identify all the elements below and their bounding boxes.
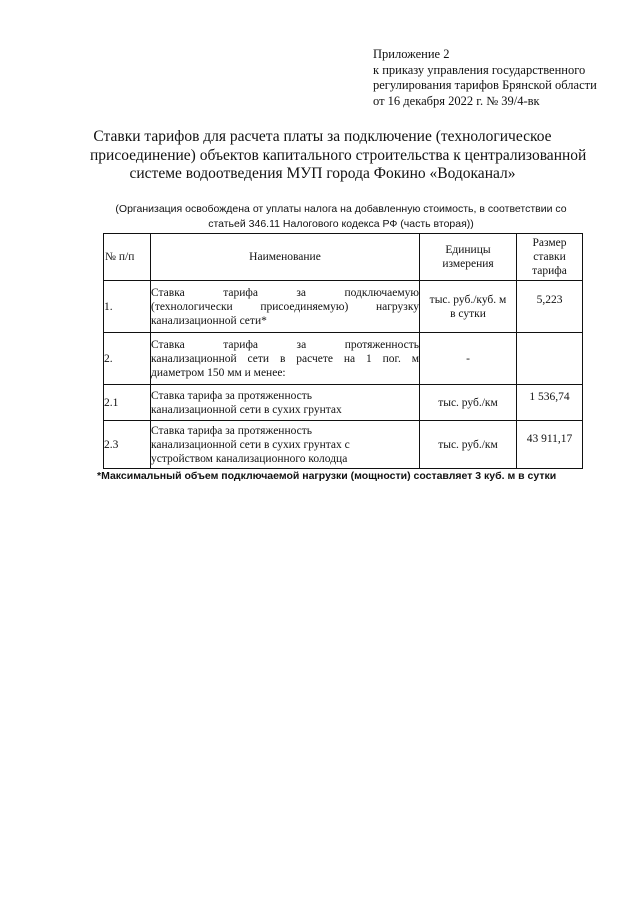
table-row	[104, 385, 583, 421]
note-line: (Организация освобождена от уплаты налога на добавленную стоимость, в соответствии со	[115, 203, 567, 215]
row-name	[151, 281, 420, 333]
table-row	[104, 333, 583, 385]
row-name-line: Ставка тарифа за подключаемую	[151, 286, 419, 299]
row-name-line: Ставка тарифа за протяженность	[151, 389, 313, 402]
header-num: № п/п	[104, 234, 151, 281]
appendix-reference	[373, 47, 628, 109]
header-unit-line: Единицы	[445, 244, 491, 256]
row-unit: тыс. руб./км	[420, 385, 517, 421]
row-name	[151, 421, 420, 469]
row-name-line: Ставка тарифа за протяженность	[151, 424, 313, 437]
row-unit: тыс. руб./км	[420, 421, 517, 469]
header-unit	[420, 234, 517, 281]
row-unit	[420, 281, 517, 333]
row-num: 2.3	[104, 421, 151, 469]
header-rate-line: Размер	[532, 237, 567, 249]
row-value: 43 911,17	[517, 421, 583, 469]
table-row	[104, 281, 583, 333]
table-header-row	[104, 234, 583, 281]
row-num: 1.	[104, 281, 151, 333]
row-name	[151, 333, 420, 385]
header-unit-line: измерения	[442, 258, 494, 270]
row-unit-line: тыс. руб./куб. м	[429, 293, 507, 306]
tax-exemption-note	[100, 202, 582, 232]
document-title	[90, 128, 587, 184]
tariff-table	[103, 233, 583, 469]
row-value	[517, 333, 583, 385]
title-line: присоединение) объектов капитального строительства к централизованной	[90, 146, 587, 164]
row-value: 5,223	[517, 281, 583, 333]
header-rate-line: ставки	[533, 251, 566, 263]
row-value: 1 536,74	[517, 385, 583, 421]
header-name: Наименование	[151, 234, 420, 281]
row-name-line: устройством канализационного колодца	[151, 452, 348, 465]
row-num: 2.	[104, 333, 151, 385]
row-name-line: диаметром 150 мм и менее:	[151, 366, 286, 379]
note-line: статьей 346.11 Налогового кодекса РФ (часть вторая))	[208, 218, 474, 230]
appendix-line: к приказу управления государственного	[373, 62, 586, 77]
appendix-line: Приложение 2	[373, 47, 450, 61]
appendix-line: от 16 декабря 2022 г. № 39/4-вк	[373, 93, 540, 108]
row-name-line: Ставка тарифа за протяженность	[151, 338, 419, 351]
row-name-line: канализационной сети в расчете на 1 пог. м	[151, 352, 419, 365]
footnote: *Максимальный объем подключаемой нагрузки (мощности) составляет 3 куб. м в сутки	[97, 470, 557, 482]
row-name	[151, 385, 420, 421]
row-name-line: (технологически присоединяемую) нагрузку	[151, 300, 419, 313]
row-name-line: канализационной сети в сухих грунтах с	[151, 438, 350, 451]
title-line: системе водоотведения МУП города Фокино «Водоканал»	[129, 165, 516, 182]
title-line: Ставки тарифов для расчета платы за подключение (технологическое	[93, 128, 552, 145]
row-name-line: канализационной сети в сухих грунтах	[151, 403, 342, 416]
header-rate	[517, 234, 583, 281]
row-num: 2.1	[104, 385, 151, 421]
row-unit: -	[420, 333, 517, 385]
header-rate-line: тарифа	[532, 265, 567, 277]
row-name-line: канализационной сети*	[151, 314, 267, 327]
table-row	[104, 421, 583, 469]
appendix-line: регулирования тарифов Брянской области	[373, 78, 597, 92]
row-unit-line: в сутки	[450, 307, 486, 320]
